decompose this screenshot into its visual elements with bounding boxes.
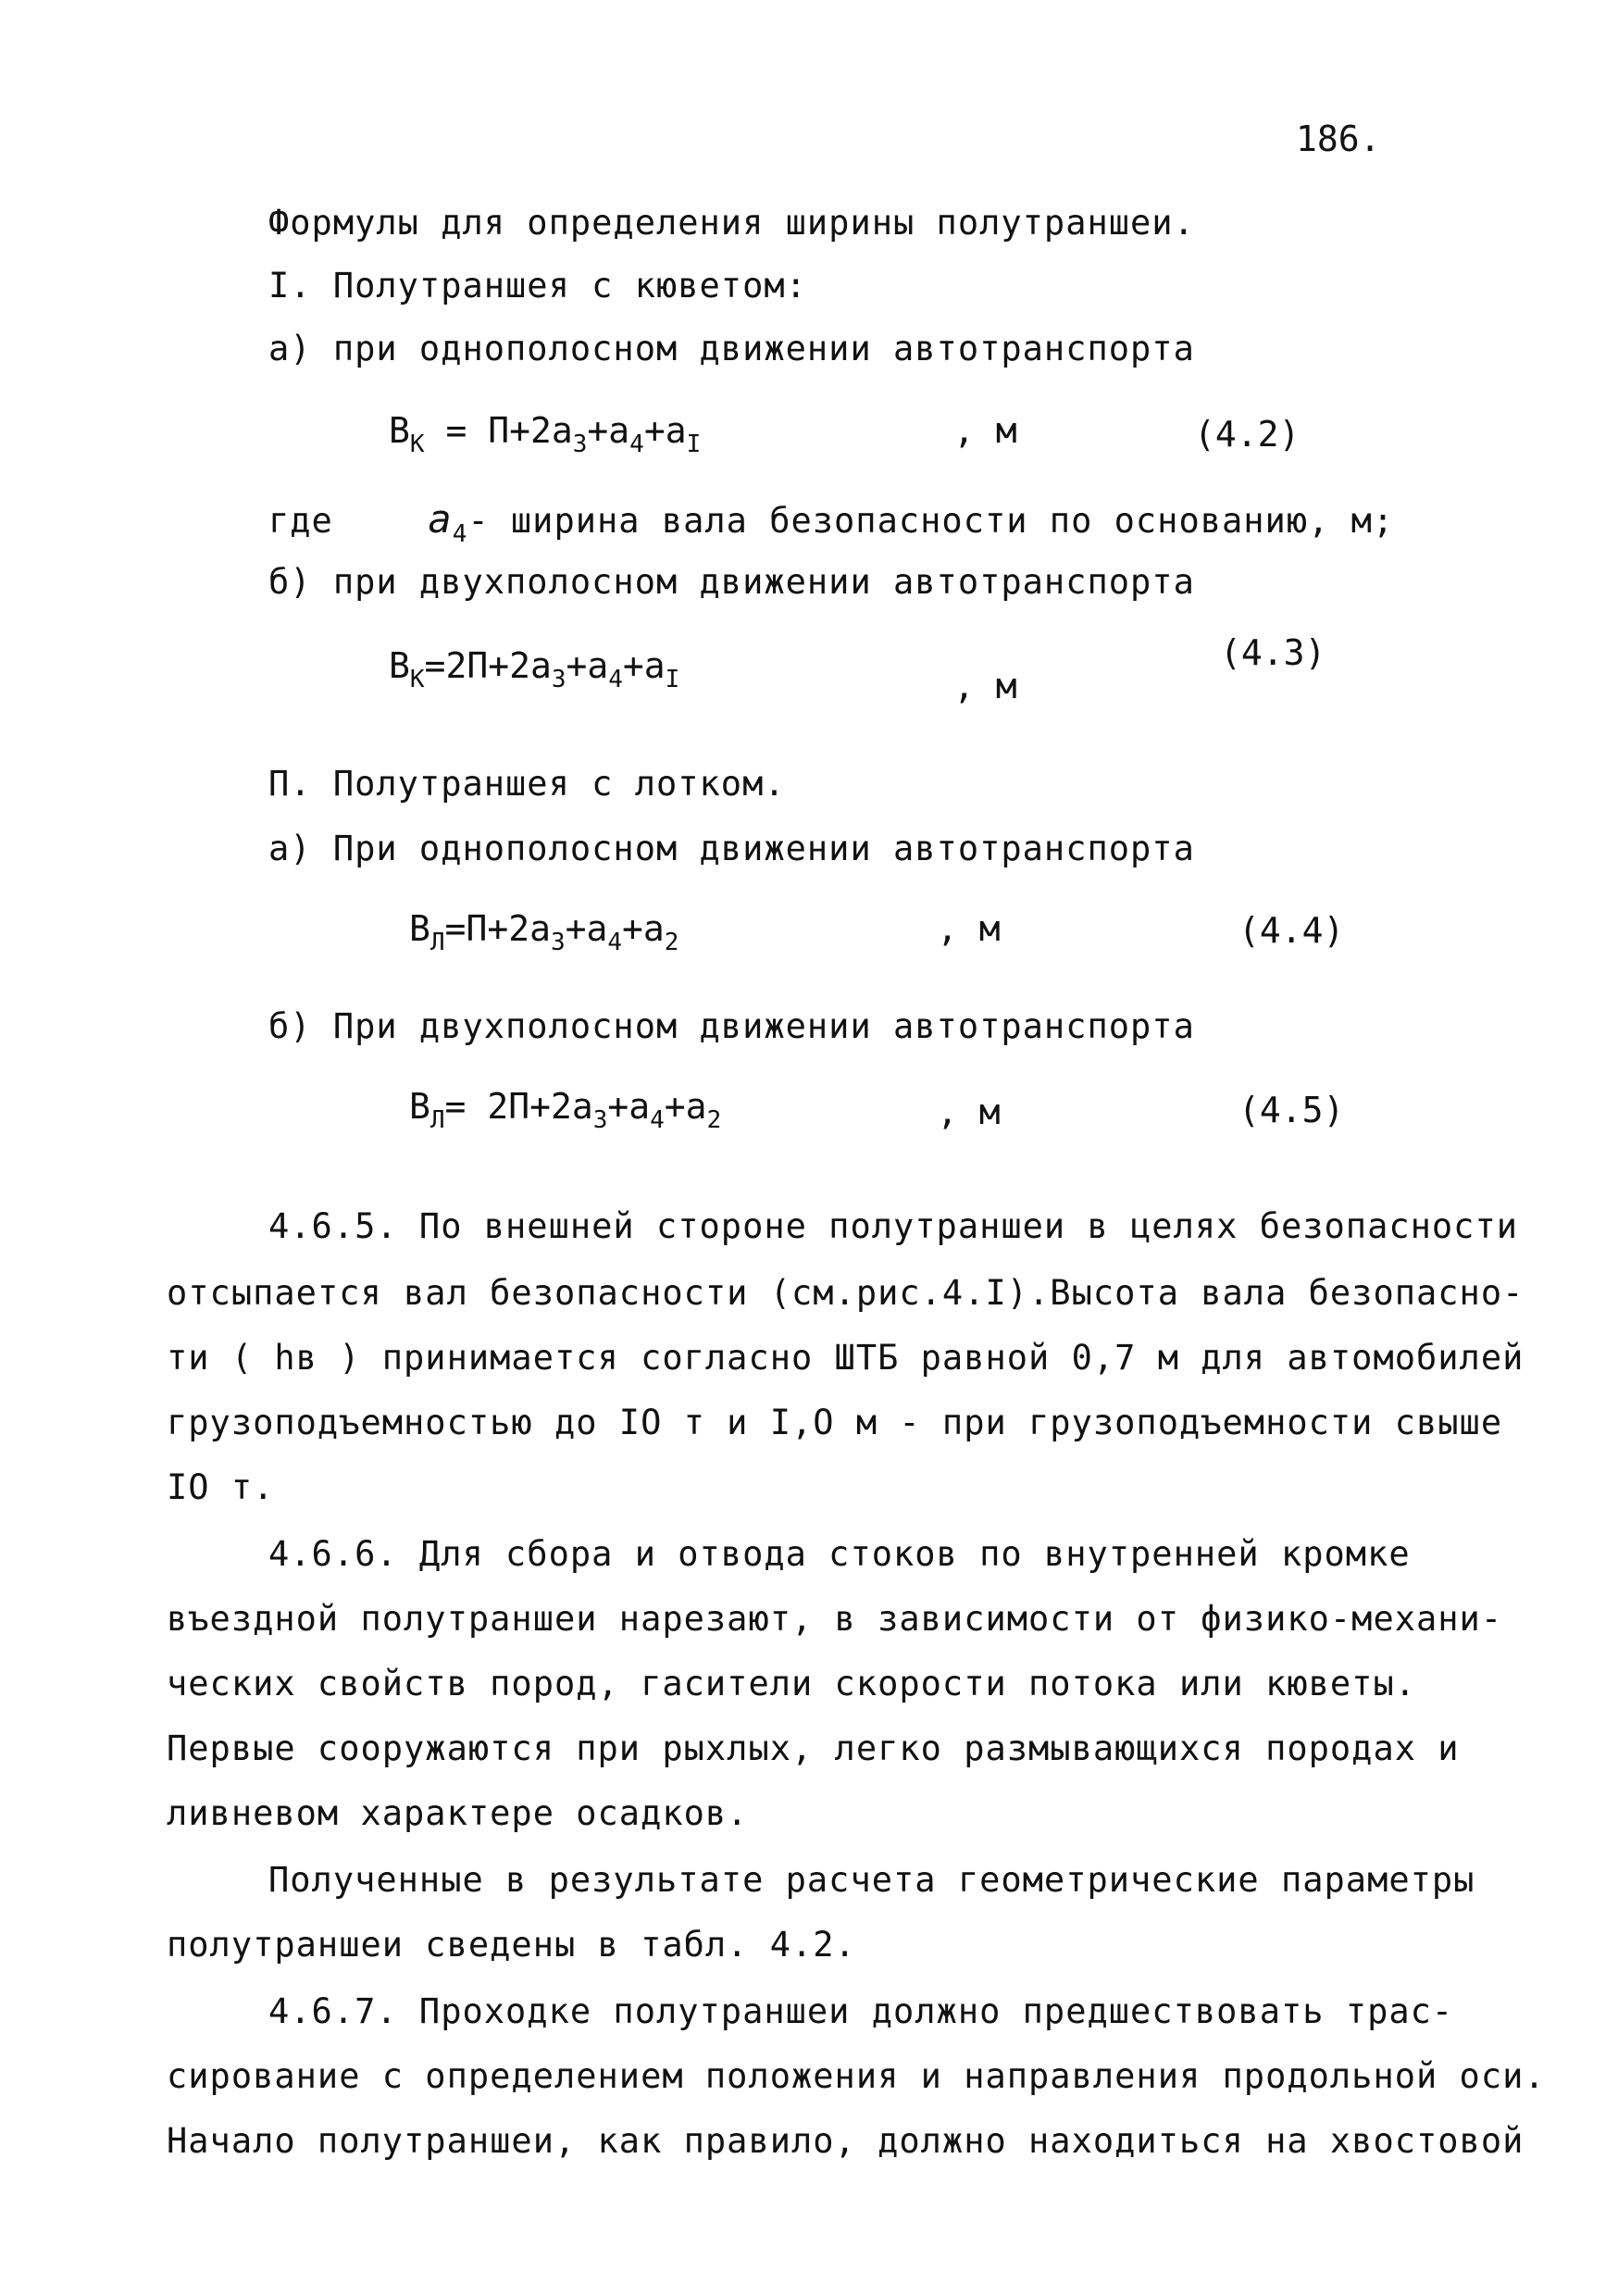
- para-4-6-6-line-3: ческих свойств пород, гасители скорости потока или кюветы.: [167, 1664, 1417, 1703]
- para-4-6-7-line-1: 4.6.7. Проходке полутраншеи должно предшествовать трас-: [268, 1991, 1454, 2031]
- heading: Формулы для определения ширины полутраншеи.: [268, 203, 1195, 243]
- para-4-6-5-line-4: грузоподъемностью до IO т и I,O м - при грузоподъемности свыше: [167, 1403, 1503, 1442]
- formula-4-4-unit: , м: [937, 908, 1001, 949]
- formula-4-4-number: (4.4): [1238, 910, 1345, 951]
- section1-case-a: а) при однополосном движении автотранспорта: [268, 329, 1195, 368]
- formula-4-3: $B_К=2П+2a_3+a_4+a_I$: [389, 645, 680, 693]
- formula-4-2-unit: , м: [953, 410, 1017, 451]
- where-line: где $a_4-$ ширина вала безопасности по основанию, м;: [268, 496, 1395, 548]
- formula-4-5: $B_Л= 2П+2a_3+a_4+a_2$: [409, 1086, 722, 1134]
- para-4-6-7-line-2: сирование с определением положения и направления продольной оси.: [167, 2056, 1546, 2096]
- para-4-6-6-line-4: Первые сооружаются при рыхлых, легко размывающихся породах и: [167, 1728, 1460, 1768]
- formula-4-3-number: (4.3): [1220, 632, 1326, 673]
- section2-case-b: б) При двухполосном движении автотранспорта: [268, 1006, 1195, 1046]
- formula-4-4: $B_Л=П+2a_3+a_4+a_2$: [409, 908, 679, 956]
- para-4-6-5-line-2: отсыпается вал безопасности (см.рис.4.I).Высота вала безопасно-: [167, 1273, 1525, 1313]
- para-4-6-6-line-1: 4.6.6. Для сбора и отвода стоков по внутренней кромке: [268, 1534, 1411, 1574]
- para-4-6-6-line-5: ливневом характере осадков.: [167, 1793, 749, 1833]
- section1-title: I. Полутраншея с кюветом:: [268, 266, 807, 306]
- formula-4-5-unit: , м: [937, 1092, 1001, 1132]
- page-number: 186.: [1296, 119, 1381, 159]
- section2-title: П. Полутраншея с лотком.: [268, 764, 786, 804]
- formula-4-2-number: (4.2): [1194, 414, 1301, 455]
- para-results-line-2: полутраншеи сведены в табл. 4.2.: [167, 1925, 856, 1965]
- formula-4-5-number: (4.5): [1238, 1090, 1345, 1130]
- formula-4-3-unit: , м: [953, 666, 1017, 706]
- para-4-6-5-line-1: 4.6.5. По внешней стороне полутраншеи в целях безопасности: [268, 1206, 1519, 1246]
- para-4-6-7-line-3: Начало полутраншеи, как правило, должно находиться на хвостовой: [167, 2121, 1525, 2161]
- formula-4-2: $B_К = П+2a_3+a_4+a_I$: [389, 410, 702, 458]
- para-4-6-6-line-2: въездной полутраншеи нарезают, в зависимости от физико-механи-: [167, 1599, 1503, 1639]
- para-4-6-5-line-3: ти ( hв ) принимается согласно ШТБ равной 0,7 м для автомобилей: [167, 1338, 1525, 1378]
- para-4-6-5-line-5: IO т.: [167, 1467, 275, 1507]
- section1-case-b: б) при двухполосном движении автотранспорта: [268, 562, 1195, 602]
- section2-case-a: а) При однополосном движении автотранспорта: [268, 829, 1195, 868]
- para-results-line-1: Полученные в результате расчета геометрические параметры: [268, 1860, 1475, 1900]
